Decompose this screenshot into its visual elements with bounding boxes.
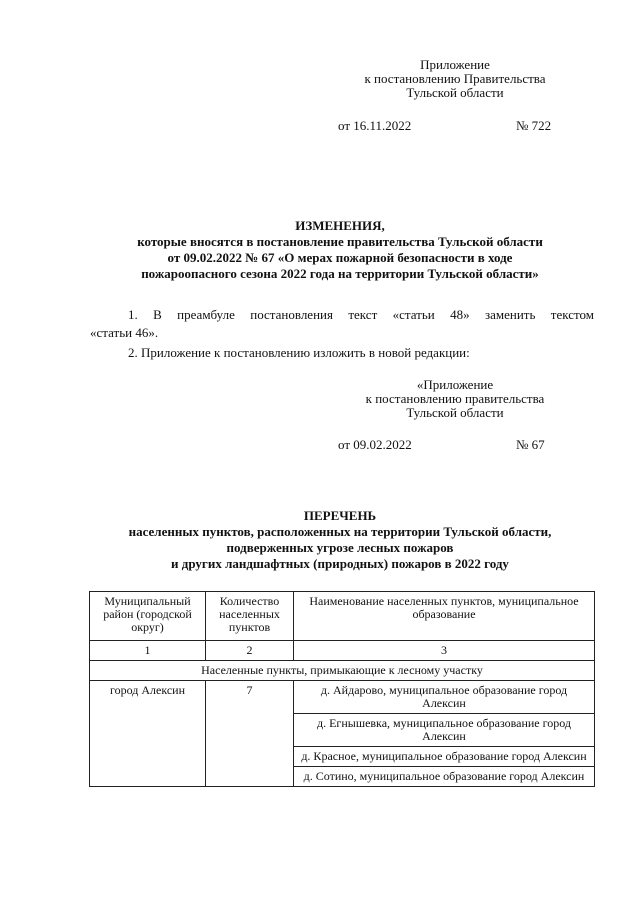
approval-line: «Приложение — [416, 377, 494, 392]
paragraph-text: «статьи 46». — [90, 325, 159, 340]
list-title — [80, 508, 600, 572]
title-main: ИЗМЕНЕНИЯ, — [295, 218, 385, 233]
changes-title — [80, 218, 600, 282]
header-count: Количество населенных пунктов — [206, 592, 294, 641]
inner-approval-number: № 67 — [516, 437, 545, 452]
section-title: Населенные пункты, примыкающие к лесному участку — [90, 661, 595, 681]
approval-line: к постановлению Правительства — [364, 71, 546, 86]
column-number: 3 — [294, 641, 595, 661]
paragraph-1 — [90, 306, 594, 342]
header-settlements: Наименование населенных пунктов, муниципальное образование — [294, 592, 595, 641]
count-cell: 7 — [206, 681, 294, 787]
header-district: Муниципальный район (городской округ) — [90, 592, 206, 641]
approval-block — [340, 58, 570, 100]
settlement-cell: д. Егнышевка, муниципальное образование город Алексин — [294, 714, 595, 747]
column-number-row — [90, 641, 595, 661]
section-row — [90, 661, 595, 681]
approval-line: Тульской области — [406, 405, 504, 420]
paragraph-text: 1. В преамбуле постановления текст «статьи 48» заменить текстом — [128, 307, 594, 322]
table-header-row — [90, 592, 595, 641]
list-title-main: ПЕРЕЧЕНЬ — [303, 508, 377, 523]
title-line: которые вносятся в постановление правительства Тульской области — [137, 234, 543, 249]
approval-date: от 16.11.2022 — [338, 118, 412, 133]
inner-approval-date: от 09.02.2022 — [338, 437, 412, 452]
approval-line: к постановлению правительства — [365, 391, 545, 406]
settlements-table — [89, 591, 595, 787]
paragraph-2 — [90, 344, 594, 362]
column-number: 1 — [90, 641, 206, 661]
approval-line: Приложение — [420, 57, 490, 72]
district-cell: город Алексин — [90, 681, 206, 787]
settlement-cell: д. Сотино, муниципальное образование город Алексин — [294, 767, 595, 787]
settlement-cell: д. Красное, муниципальное образование город Алексин — [294, 747, 595, 767]
list-title-line: и других ландшафтных (природных) пожаров в 2022 году — [171, 556, 509, 571]
table-row — [90, 681, 595, 714]
title-line: пожароопасного сезона 2022 года на территории Тульской области» — [141, 266, 539, 281]
inner-approval-block — [340, 378, 570, 420]
title-line: от 09.02.2022 № 67 «О мерах пожарной безопасности в ходе — [167, 250, 513, 265]
list-title-line: населенных пунктов, расположенных на территории Тульской области, — [128, 524, 552, 539]
column-number: 2 — [206, 641, 294, 661]
settlement-cell: д. Айдарово, муниципальное образование город Алексин — [294, 681, 595, 714]
approval-number: № 722 — [516, 118, 552, 133]
approval-line: Тульской области — [406, 85, 504, 100]
paragraph-text: 2. Приложение к постановлению изложить в новой редакции: — [128, 345, 470, 360]
list-title-line: подверженных угрозе лесных пожаров — [226, 540, 454, 555]
